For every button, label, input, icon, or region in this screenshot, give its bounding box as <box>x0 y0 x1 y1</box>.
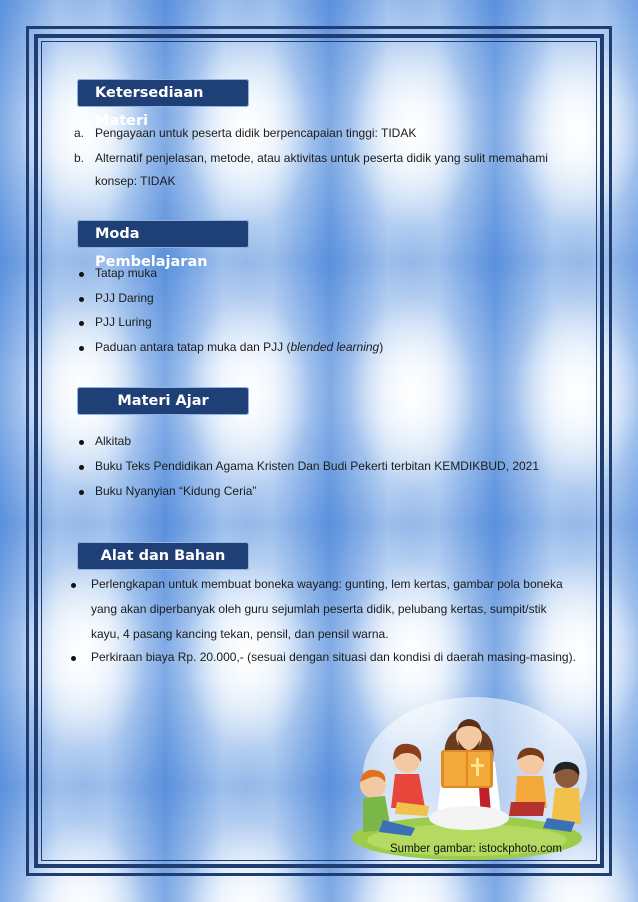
image-credit: Sumber gambar: istockphoto.com <box>390 843 562 855</box>
ketersediaan-item-a: Pengayaan untuk peserta didik berpencapaian tinggi: TIDAK <box>95 126 417 140</box>
bullet <box>79 346 84 351</box>
moda-item-4-italic: blended learning <box>290 340 380 354</box>
list-marker-a: a. <box>74 126 85 140</box>
moda-item-4: Paduan antara tatap muka dan PJJ (blended learning) <box>95 340 384 354</box>
heading-ketersediaan-materi: Ketersediaan Materi <box>77 79 249 107</box>
bible-book <box>441 750 493 788</box>
bullet <box>79 272 84 277</box>
heading-materi-ajar: Materi Ajar <box>77 387 249 415</box>
heading-moda-pembelajaran: Moda Pembelajaran <box>77 220 249 248</box>
bullet <box>79 297 84 302</box>
jesus-with-children-illustration <box>345 690 590 860</box>
moda-item-3: PJJ Luring <box>95 315 152 329</box>
bullet <box>79 321 84 326</box>
ketersediaan-item-b-cont: konsep: TIDAK <box>95 174 176 188</box>
moda-item-1: Tatap muka <box>95 266 158 280</box>
heading-alat-dan-bahan: Alat dan Bahan <box>77 542 249 570</box>
alat-item-1-line-3: kayu, 4 pasang kancing tekan, pensil, dan pensil warna. <box>91 627 389 641</box>
moda-item-2: PJJ Daring <box>95 291 154 305</box>
bullet <box>79 490 84 495</box>
list-marker-b: b. <box>74 151 85 165</box>
bullet <box>71 583 76 588</box>
bullet <box>79 440 84 445</box>
bullet <box>79 465 84 470</box>
alat-item-1-line-2: yang akan diperbanyak oleh guru sejumlah peserta didik, pelubang kertas, sumpit/stik <box>91 602 547 616</box>
ketersediaan-item-b: Alternatif penjelasan, metode, atau aktivitas untuk peserta didik yang sulit memahami <box>95 151 548 165</box>
materi-item-3: Buku Nyanyian “Kidung Ceria” <box>95 484 257 498</box>
alat-item-1-line-1: Perlengkapan untuk membuat boneka wayang: gunting, lem kertas, gambar pola boneka <box>91 577 563 591</box>
alat-item-2: Perkiraan biaya Rp. 20.000,- (sesuai dengan situasi dan kondisi di daerah masing-masing). <box>91 650 576 664</box>
bullet <box>71 656 76 661</box>
materi-item-2: Buku Teks Pendidikan Agama Kristen Dan Budi Pekerti terbitan KEMDIKBUD, 2021 <box>95 459 540 473</box>
materi-item-1: Alkitab <box>95 434 132 448</box>
